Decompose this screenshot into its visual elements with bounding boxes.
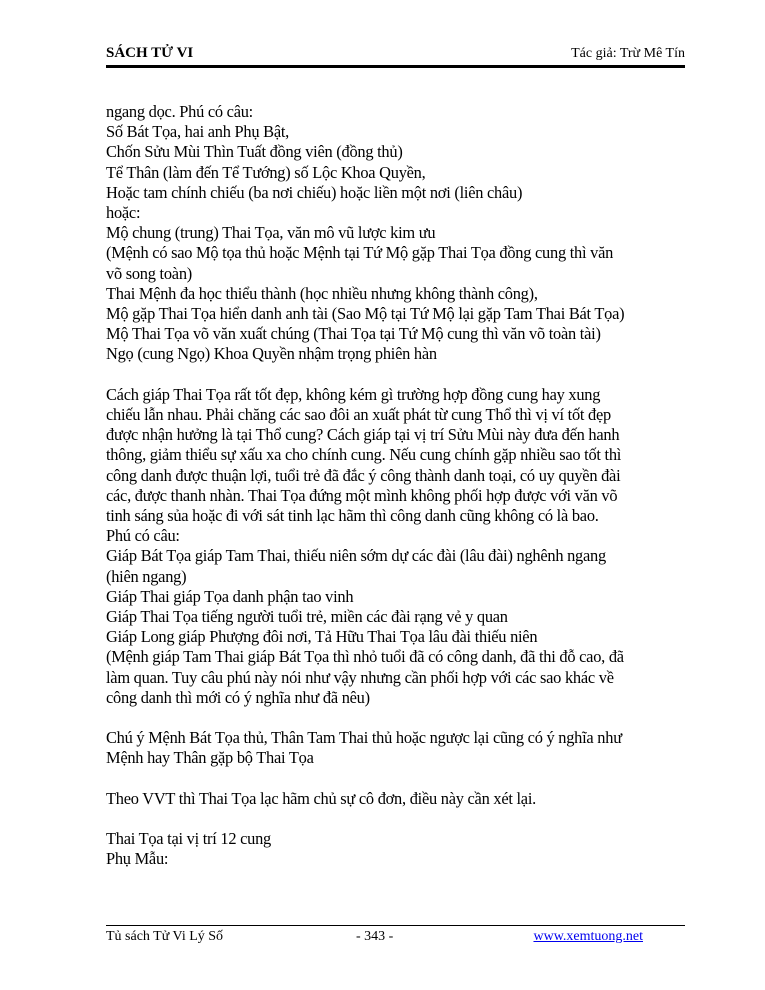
text-line: tinh sáng sủa hoặc đi với sát tinh lạc hãm thì công danh cũng không có là bao. <box>106 506 599 526</box>
text-line: (Mệnh có sao Mộ tọa thủ hoặc Mệnh tại Tứ Mộ gặp Thai Tọa đồng cung thì văn <box>106 243 614 263</box>
text-line: Theo VVT thì Thai Tọa lạc hãm chủ sự cô đơn, điều này cần xét lại. <box>106 788 536 808</box>
text-line: Số Bát Tọa, hai anh Phụ Bật, <box>106 122 289 142</box>
text-line: Mộ Thai Tọa võ văn xuất chúng (Thai Tọa tại Tứ Mộ cung thì văn võ toàn tài) <box>106 324 601 344</box>
text-line: Hoặc tam chính chiếu (ba nơi chiếu) hoặc liền một nơi (liên châu) <box>106 182 523 202</box>
text-line: ngang dọc. Phú có câu: <box>106 102 253 121</box>
text-line: Giáp Thai Tọa tiếng người tuổi trẻ, miền các đài rạng vẻ y quan <box>106 607 508 627</box>
text-line: Phụ Mẫu: <box>106 849 169 869</box>
paragraph <box>106 829 686 869</box>
text-line: (hiên ngang) <box>106 566 187 586</box>
text-line: Chốn Sửu Mùi Thìn Tuất đồng viên (đồng thủ) <box>106 142 403 162</box>
text-line: Thai Tọa tại vị trí 12 cung <box>106 829 272 849</box>
paragraph <box>106 385 686 708</box>
book-title: SÁCH TỬ VI <box>106 45 194 61</box>
text-line: Tể Thân (làm đến Tể Tướng) số Lộc Khoa Quyền, <box>106 162 426 182</box>
text-line: làm quan. Tuy câu phú này nói như vậy nhưng cần phối hợp với các sao khác về <box>106 667 614 687</box>
author-label: Tác giả: Trừ Mê Tín <box>571 46 685 61</box>
document-body <box>106 102 686 870</box>
text-line: công danh thì mới có ý nghĩa như đã nêu) <box>106 687 370 707</box>
text-line: (Mệnh giáp Tam Thai giáp Bát Tọa thì nhỏ tuổi đã có công danh, đã thi đỗ cao, đã <box>106 647 624 667</box>
text-line: Cách giáp Thai Tọa rất tốt đẹp, không kém gì trường hợp đồng cung hay xung <box>106 384 601 404</box>
website-link[interactable]: www.xemtuong.net <box>533 929 643 944</box>
series-label: Tủ sách Tử Vi Lý Số <box>106 929 224 944</box>
text-line: Mệnh hay Thân gặp bộ Thai Tọa <box>106 748 314 768</box>
text-line: Mộ gặp Thai Tọa hiển danh anh tài (Sao Mộ tại Tứ Mộ lại gặp Tam Thai Bát Tọa) <box>106 304 625 324</box>
text-line: Giáp Thai giáp Tọa danh phận tao vinh <box>106 586 354 606</box>
text-line: Giáp Bát Tọa giáp Tam Thai, thiếu niên sớm dự các đài (lâu đài) nghênh ngang <box>106 546 606 566</box>
page-header <box>106 43 685 65</box>
text-line: chiếu lẫn nhau. Phải chăng các sao đôi an xuất phát từ cung Thổ thì vị ví tốt đẹp <box>106 405 611 425</box>
text-line: hoặc: <box>106 203 141 223</box>
text-line: Phú có câu: <box>106 526 180 546</box>
paragraph <box>106 728 686 768</box>
text-line: thông, giảm thiểu sự xấu xa cho chính cung. Nếu cung chính gặp nhiều sao tốt thì <box>106 445 622 465</box>
text-line: Chú ý Mệnh Bát Tọa thủ, Thân Tam Thai thủ hoặc ngược lại cũng có ý nghĩa như <box>106 728 622 748</box>
text-line: Thai Mệnh đa học thiểu thành (học nhiều nhưng không thành công), <box>106 283 538 303</box>
text-line: Giáp Long giáp Phượng đôi nơi, Tả Hữu Thai Tọa lâu đài thiếu niên <box>106 627 538 647</box>
text-line: được nhận hưởng là tại Thổ cung? Cách giáp tại vị trí Sửu Mùi này đưa đến hanh <box>106 425 620 445</box>
text-line: Mộ chung (trung) Thai Tọa, văn mô vũ lược kim ưu <box>106 223 436 243</box>
page-footer <box>106 929 685 947</box>
paragraph <box>106 102 686 365</box>
paragraph <box>106 789 686 809</box>
text-line: các, được thanh nhàn. Thai Tọa đứng một mình không phối hợp được với văn võ <box>106 485 618 505</box>
footer-divider <box>106 925 685 926</box>
header-divider <box>106 65 685 68</box>
text-line: võ song toàn) <box>106 263 192 283</box>
text-line: Ngọ (cung Ngọ) Khoa Quyền nhậm trọng phiên hàn <box>106 344 437 364</box>
page-number: - 343 - <box>356 929 394 944</box>
text-line: công danh được thuận lợi, tuổi trẻ đã đắc ý công thành danh toại, có uy quyền đài <box>106 465 621 485</box>
